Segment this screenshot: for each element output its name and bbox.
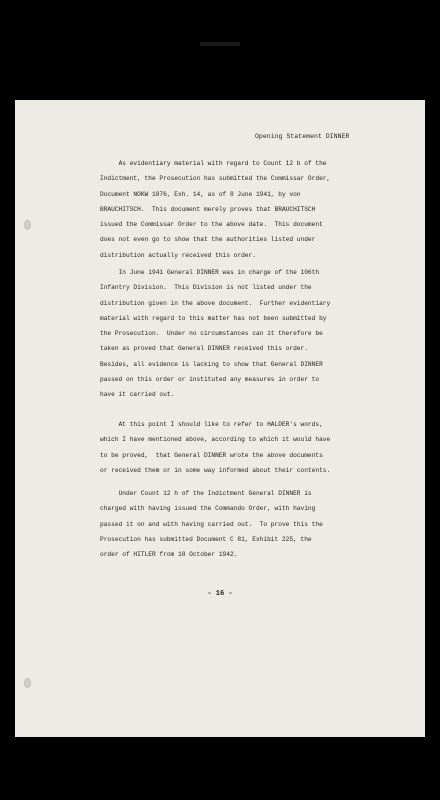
text-line: charged with having issued the Commando Order, with having xyxy=(100,505,316,513)
text-line: does not even go to show that the authorities listed under xyxy=(100,236,316,244)
text-line: passed it on and with having carried out. To prove this the xyxy=(100,520,323,528)
page-number: - 16 - xyxy=(207,590,233,598)
text-line: have it carried out. xyxy=(100,391,175,399)
scan-top-mark xyxy=(200,42,240,46)
text-line: Besides, all evidence is lacking to show that General DINNER xyxy=(100,360,323,368)
text-line: material with regard to this matter has not been submitted by xyxy=(100,314,327,322)
text-line: Indictment, the Prosecution has submitted the Commissar Order, xyxy=(100,175,331,183)
text-line: distribution given in the above document. Further evidentiary xyxy=(100,299,331,307)
text-line: As evidentiary material with regard to Count 12 b of the xyxy=(100,160,327,167)
text-line: which I have mentioned above, according to which it would have xyxy=(100,436,331,444)
text-line: or received them or in some way informed about their contents. xyxy=(100,466,331,474)
page-header: Opening Statement DINNER xyxy=(255,133,350,140)
paragraph-3 xyxy=(100,417,405,478)
text-line: issued the Commissar Order to the above date. This document xyxy=(100,221,323,229)
paragraph-2 xyxy=(100,265,405,403)
text-line: Prosecution has submitted Document C 81, Exhibit 225, the xyxy=(100,535,312,543)
text-line: BRAUCHITSCH. This document merely proves that BRAUCHITSCH xyxy=(100,205,316,213)
text-line: order of HITLER from 18 October 1942. xyxy=(100,551,238,559)
paragraph-4 xyxy=(100,486,405,562)
text-line: the Prosecution. Under no circumstances can it therefore be xyxy=(100,330,323,338)
text-line: Under Count 12 h of the Indictment General DINNER is xyxy=(100,490,312,497)
punch-hole xyxy=(24,678,31,688)
text-line: In June 1941 General DINNER was in charge of the 106th xyxy=(100,269,320,276)
text-line: At this point I should like to refer to HALDER's words, xyxy=(100,421,323,428)
text-line: Document NOKW 1076, Exh. 14, as of 8 June 1941, by von xyxy=(100,190,301,198)
text-line: taken as proved that General DINNER received this order. xyxy=(100,345,308,353)
text-line: Infantry Division. This Division is not listed under the xyxy=(100,284,312,292)
text-line: to be proved, that General DINNER wrote the above documents xyxy=(100,451,323,459)
punch-hole xyxy=(24,220,31,230)
text-line: distribution actually received this order. xyxy=(100,251,256,259)
paragraph-1 xyxy=(100,156,405,263)
text-line: passed on this order or instituted any measures in order to xyxy=(100,376,320,384)
